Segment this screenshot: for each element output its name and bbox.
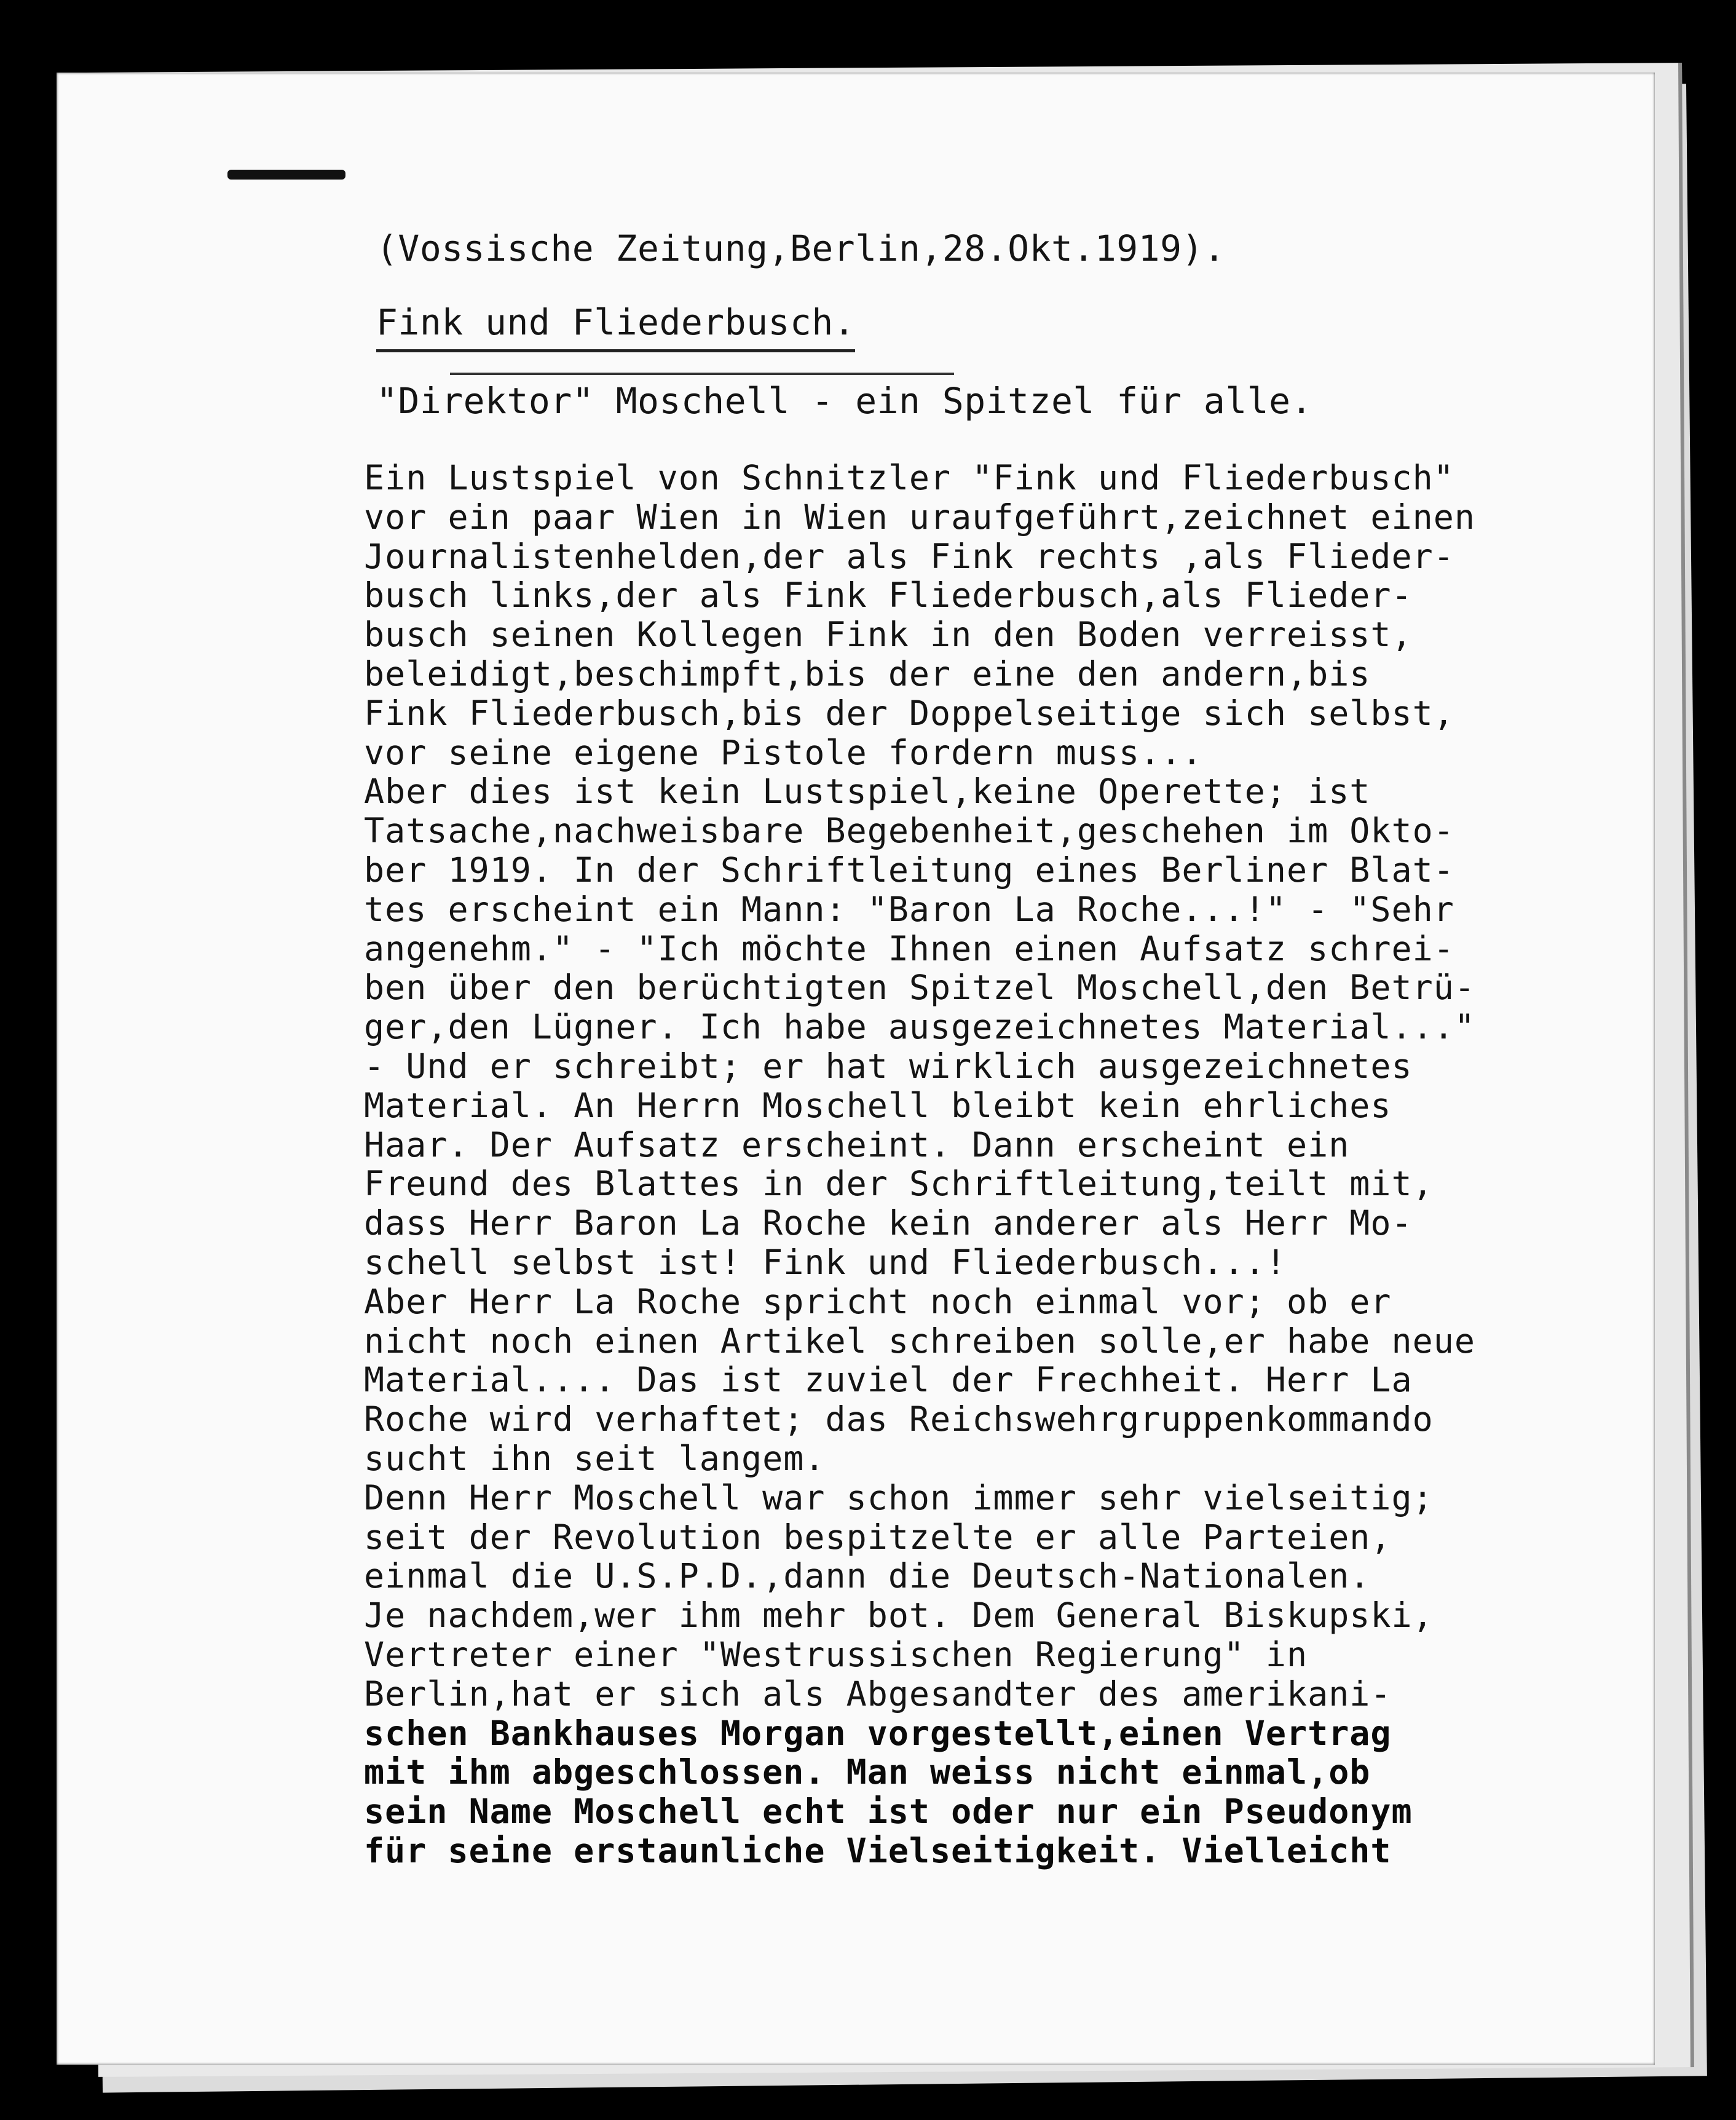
body-line: Journalistenhelden,der als Fink rechts ,als Flieder-	[364, 536, 1454, 576]
article-headline: Fink und Fliederbusch.	[376, 301, 855, 352]
body-line: beleidigt,beschimpft,bis der eine den andern,bis	[364, 654, 1371, 694]
body-line: tes erscheint ein Mann: "Baron La Roche...!" - "Sehr	[364, 889, 1454, 929]
body-line: mit ihm abgeschlossen. Man weiss nicht einmal,ob	[364, 1752, 1371, 1792]
body-line: sein Name Moschell echt ist oder nur ein Pseudonym	[364, 1792, 1413, 1832]
body-line: für seine erstaunliche Vielseitigkeit. Vielleicht	[364, 1830, 1392, 1870]
body-line: Vertreter einer "Westrussischen Regierung" in	[364, 1634, 1308, 1674]
body-line: angenehm." - "Ich möchte Ihnen einen Aufsatz schrei-	[364, 928, 1454, 968]
source-citation: (Vossische Zeitung,Berlin,28.Okt.1919).	[376, 227, 1226, 269]
body-line: schell selbst ist! Fink und Fliederbusch...!	[364, 1242, 1287, 1282]
body-line: sucht ihn seit langem.	[364, 1438, 826, 1478]
article-subheadline: "Direktor" Moschell - ein Spitzel für alle.	[376, 380, 1313, 422]
body-line: ben über den berüchtigten Spitzel Moschell,den Betrü-	[364, 968, 1475, 1008]
body-line: Berlin,hat er sich als Abgesandter des amerikani-	[364, 1674, 1392, 1714]
typewritten-page	[57, 73, 1655, 2065]
body-line: seit der Revolution bespitzelte er alle Parteien,	[364, 1517, 1392, 1557]
body-line: einmal die U.S.P.D.,dann die Deutsch-Nationalen.	[364, 1556, 1371, 1596]
body-line: Material. An Herrn Moschell bleibt kein ehrliches	[364, 1085, 1392, 1125]
body-line: Denn Herr Moschell war schon immer sehr vielseitig;	[364, 1477, 1434, 1517]
body-line: Je nachdem,wer ihm mehr bot. Dem General Biskupski,	[364, 1596, 1434, 1635]
body-line: Freund des Blattes in der Schriftleitung,teilt mit,	[364, 1164, 1434, 1204]
body-line: Fink Fliederbusch,bis der Doppelseitige sich selbst,	[364, 693, 1454, 733]
ink-dash-mark	[227, 170, 345, 180]
body-line: busch links,der als Fink Fliederbusch,als Flieder-	[364, 575, 1413, 615]
body-line: Aber dies ist kein Lustspiel,keine Operette; ist	[364, 772, 1371, 812]
body-line: schen Bankhauses Morgan vorgestellt,einen Vertrag	[364, 1713, 1392, 1753]
body-line: Roche wird verhaftet; das Reichswehrgruppenkommando	[364, 1399, 1434, 1439]
body-line: nicht noch einen Artikel schreiben solle,er habe neue	[364, 1321, 1475, 1361]
body-line: vor seine eigene Pistole fordern muss...	[364, 732, 1203, 772]
body-line: Haar. Der Aufsatz erscheint. Dann erscheint ein	[364, 1125, 1350, 1165]
body-line: Material.... Das ist zuviel der Frechheit. Herr La	[364, 1360, 1413, 1400]
body-line: ger,den Lügner. Ich habe ausgezeichnetes Material..."	[364, 1007, 1475, 1047]
body-line: - Und er schreibt; er hat wirklich ausgezeichnetes	[364, 1046, 1413, 1086]
body-line: Tatsache,nachweisbare Begebenheit,geschehen im Okto-	[364, 811, 1454, 851]
body-line: Aber Herr La Roche spricht noch einmal vor; ob er	[364, 1281, 1392, 1321]
body-line: ber 1919. In der Schriftleitung eines Berliner Blat-	[364, 850, 1454, 890]
body-line: Ein Lustspiel von Schnitzler "Fink und Fliederbusch"	[364, 458, 1454, 497]
body-line: vor ein paar Wien in Wien uraufgeführt,zeichnet einen	[364, 497, 1475, 537]
body-line: busch seinen Kollegen Fink in den Boden verreisst,	[364, 615, 1413, 655]
article-body	[364, 459, 1716, 1871]
headline-underline	[450, 373, 954, 375]
body-line: dass Herr Baron La Roche kein anderer als Herr Mo-	[364, 1203, 1413, 1243]
